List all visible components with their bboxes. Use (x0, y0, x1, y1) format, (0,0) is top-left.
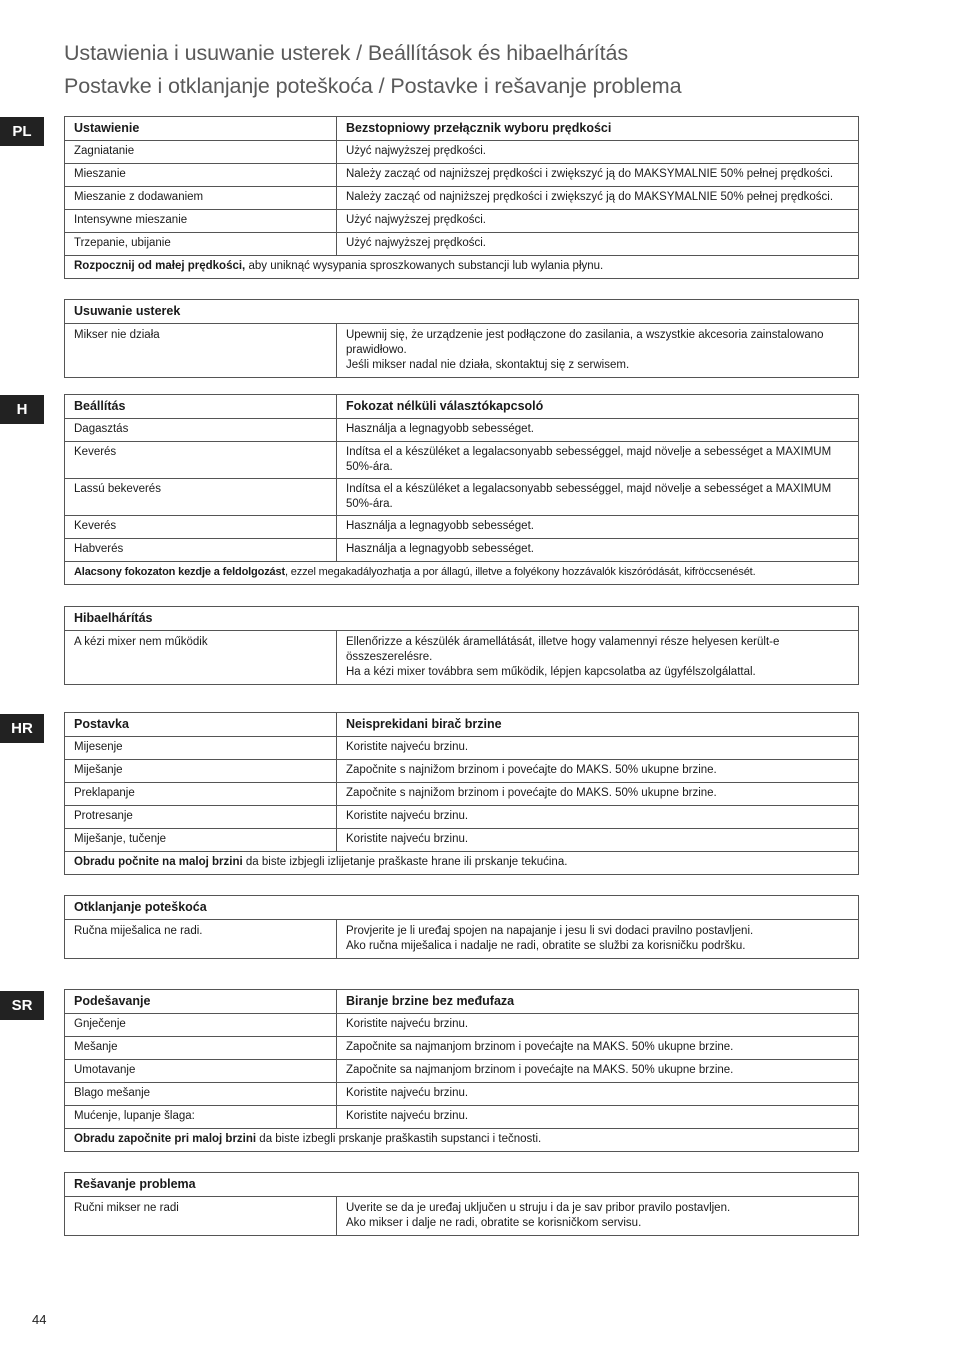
instruction-cell: Započnite sa najmanjom brzinom i povećajte na MAKS. 50% ukupne brzine. (337, 1037, 859, 1060)
instruction-cell: Koristite najveću brzinu. (337, 806, 859, 829)
table-row (65, 479, 859, 516)
troubleshooting-table-pl (64, 299, 859, 378)
table-row (65, 442, 859, 479)
setting-cell: Gnječenje (65, 1014, 337, 1037)
table-note-row (65, 256, 859, 279)
table-header-row (65, 607, 859, 631)
table-note (65, 1129, 859, 1152)
setting-cell: Preklapanje (65, 783, 337, 806)
table-row (65, 1197, 859, 1236)
page-title-line-1: Ustawienia i usuwanie usterek / Beállítások és hibaelhárítás (64, 41, 629, 65)
language-tab-h: H (0, 395, 44, 424)
setting-cell: Keverés (65, 442, 337, 479)
solution-line: Upewnij się, że urządzenie jest podłączone do zasilania, a wszystkie akcesoria zainstalowano prawidłowo. (346, 329, 824, 356)
problem-cell: Mikser nie działa (65, 324, 337, 378)
solution-cell (337, 631, 859, 685)
language-tab-sr: SR (0, 991, 44, 1020)
solution-line: Ha a kézi mixer továbbra sem működik, lépjen kapcsolatba az ügyfélszolgálattal. (346, 666, 756, 678)
table-row (65, 233, 859, 256)
header-speed-selector: Bezstopniowy przełącznik wyboru prędkości (337, 117, 859, 141)
setting-cell: Zagniatanie (65, 141, 337, 164)
table-row (65, 737, 859, 760)
note-text: da biste izbegli prskanje praškastih supstanci i tečnosti. (256, 1133, 542, 1145)
problem-cell: Ručna miješalica ne radi. (65, 920, 337, 959)
instruction-cell: Użyć najwyższej prędkości. (337, 141, 859, 164)
table-header-row (65, 300, 859, 324)
header-setting: Beállítás (65, 395, 337, 419)
table-row (65, 1106, 859, 1129)
solution-cell (337, 324, 859, 378)
instruction-cell: Koristite najveću brzinu. (337, 1083, 859, 1106)
table-row (65, 516, 859, 539)
table-header-row (65, 1173, 859, 1197)
header-troubleshooting: Usuwanie usterek (65, 300, 859, 324)
instruction-cell: Użyć najwyższej prędkości. (337, 210, 859, 233)
header-troubleshooting: Rešavanje problema (65, 1173, 859, 1197)
table-row (65, 1060, 859, 1083)
setting-cell: Mieszanie z dodawaniem (65, 187, 337, 210)
setting-cell: Trzepanie, ubijanie (65, 233, 337, 256)
table-row (65, 187, 859, 210)
solution-cell (337, 1197, 859, 1236)
table-row (65, 539, 859, 562)
note-bold-text: Alacsony fokozaton kezdje a feldolgozást (74, 566, 285, 578)
table-note-row (65, 1129, 859, 1152)
instruction-cell: Használja a legnagyobb sebességet. (337, 539, 859, 562)
language-tab-pl: PL (0, 117, 44, 146)
header-speed-selector: Biranje brzine bez međufaza (337, 990, 859, 1014)
instruction-cell: Indítsa el a készüléket a legalacsonyabb sebességgel, majd növelje a sebességet a MAXIMUM 50%-ára. (337, 479, 859, 516)
table-row (65, 1083, 859, 1106)
table-row (65, 164, 859, 187)
troubleshooting-table-hr (64, 895, 859, 959)
problem-cell: Ručni mikser ne radi (65, 1197, 337, 1236)
troubleshooting-table-hu (64, 606, 859, 685)
header-troubleshooting: Hibaelhárítás (65, 607, 859, 631)
header-troubleshooting: Otklanjanje poteškoća (65, 896, 859, 920)
instruction-cell: Započnite sa najmanjom brzinom i povećajte na MAKS. 50% ukupne brzine. (337, 1060, 859, 1083)
table-header-row (65, 713, 859, 737)
solution-line: Ako ručna miješalica i nadalje ne radi, obratite se službi za korisničku podršku. (346, 940, 746, 952)
header-setting: Postavka (65, 713, 337, 737)
note-bold-text: Obradu počnite na maloj brzini (74, 856, 243, 868)
table-header-row (65, 395, 859, 419)
table-note (65, 852, 859, 875)
table-row (65, 829, 859, 852)
header-setting: Podešavanje (65, 990, 337, 1014)
table-row (65, 920, 859, 959)
setting-cell: Keverés (65, 516, 337, 539)
setting-cell: Miješanje, tučenje (65, 829, 337, 852)
note-bold-text: Rozpocznij od małej prędkości, (74, 260, 246, 272)
instruction-cell: Użyć najwyższej prędkości. (337, 233, 859, 256)
table-row (65, 760, 859, 783)
instruction-cell: Należy zacząć od najniższej prędkości i zwiększyć ją do MAKSYMALNIE 50% pełnej prędkości. (337, 164, 859, 187)
table-note-row (65, 852, 859, 875)
note-bold-text: Obradu započnite pri maloj brzini (74, 1133, 257, 1145)
solution-line: Jeśli mikser nadal nie działa, skontaktuj się z serwisem. (346, 359, 630, 371)
table-header-row (65, 117, 859, 141)
page-number: 44 (32, 1312, 47, 1327)
setting-cell: Mijesenje (65, 737, 337, 760)
settings-table-pl (64, 116, 859, 279)
setting-cell: Blago mešanje (65, 1083, 337, 1106)
table-row (65, 1014, 859, 1037)
note-text: , ezzel megakadályozhatja a por állagú, illetve a folyékony hozzávalók kiszóródását, kifröccsenését. (285, 566, 756, 578)
instruction-cell: Koristite najveću brzinu. (337, 1014, 859, 1037)
note-text: aby uniknąć wysypania sproszkowanych substancji lub wylania płynu. (245, 260, 604, 272)
solution-line: Uverite se da je uređaj uključen u struju i da je sav pribor pravilo postavljen. (346, 1202, 731, 1214)
page-title-line-2: Postavke i otklanjanje poteškoća / Postavke i rešavanje problema (64, 74, 682, 98)
instruction-cell: Indítsa el a készüléket a legalacsonyabb sebességgel, majd növelje a sebességet a MAXIMUM 50%-ára. (337, 442, 859, 479)
table-note (65, 562, 859, 585)
problem-cell: A kézi mixer nem működik (65, 631, 337, 685)
table-header-row (65, 896, 859, 920)
setting-cell: Umotavanje (65, 1060, 337, 1083)
setting-cell: Mućenje, lupanje šlaga: (65, 1106, 337, 1129)
header-speed-selector: Fokozat nélküli választókapcsoló (337, 395, 859, 419)
instruction-cell: Koristite najveću brzinu. (337, 1106, 859, 1129)
settings-table-hu (64, 394, 859, 585)
solution-line: Ellenőrizze a készülék áramellátását, illetve hogy valamennyi része helyesen került-e összeszerelésre. (346, 636, 780, 663)
setting-cell: Protresanje (65, 806, 337, 829)
setting-cell: Mešanje (65, 1037, 337, 1060)
table-row (65, 141, 859, 164)
language-tab-hr: HR (0, 714, 44, 743)
instruction-cell: Započnite s najnižom brzinom i povećajte do MAKS. 50% ukupne brzine. (337, 783, 859, 806)
table-row (65, 419, 859, 442)
setting-cell: Habverés (65, 539, 337, 562)
header-setting: Ustawienie (65, 117, 337, 141)
setting-cell: Mieszanie (65, 164, 337, 187)
settings-table-sr (64, 989, 859, 1152)
instruction-cell: Használja a legnagyobb sebességet. (337, 516, 859, 539)
header-speed-selector: Neisprekidani birač brzine (337, 713, 859, 737)
solution-line: Ako mikser i dalje ne radi, obratite se korisničkom servisu. (346, 1217, 642, 1229)
instruction-cell: Koristite najveću brzinu. (337, 829, 859, 852)
instruction-cell: Należy zacząć od najniższej prędkości i zwiększyć ją do MAKSYMALNIE 50% pełnej prędkości. (337, 187, 859, 210)
table-row (65, 1037, 859, 1060)
table-header-row (65, 990, 859, 1014)
table-row (65, 631, 859, 685)
table-note-row (65, 562, 859, 585)
setting-cell: Intensywne mieszanie (65, 210, 337, 233)
solution-line: Provjerite je li uređaj spojen na napajanje i jesu li svi dodaci pravilno postavljeni. (346, 925, 754, 937)
note-text: da biste izbjegli izlijetanje praškaste hrane ili prskanje tekućina. (242, 856, 568, 868)
setting-cell: Dagasztás (65, 419, 337, 442)
setting-cell: Miješanje (65, 760, 337, 783)
solution-cell (337, 920, 859, 959)
table-note (65, 256, 859, 279)
setting-cell: Lassú bekeverés (65, 479, 337, 516)
instruction-cell: Használja a legnagyobb sebességet. (337, 419, 859, 442)
instruction-cell: Koristite najveću brzinu. (337, 737, 859, 760)
table-row (65, 324, 859, 378)
table-row (65, 210, 859, 233)
troubleshooting-table-sr (64, 1172, 859, 1236)
instruction-cell: Započnite s najnižom brzinom i povećajte do MAKS. 50% ukupne brzine. (337, 760, 859, 783)
table-row (65, 783, 859, 806)
table-row (65, 806, 859, 829)
settings-table-hr (64, 712, 859, 875)
